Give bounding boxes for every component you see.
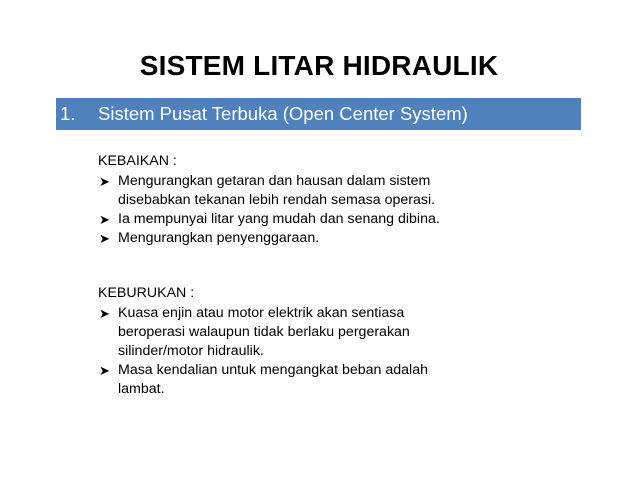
advantages-block	[98, 152, 458, 248]
disadvantages-heading: KEBURUKAN :	[98, 285, 195, 301]
slide-title: SISTEM LITAR HIDRAULIK	[139, 50, 499, 81]
disadvantages-block	[98, 284, 458, 399]
section-header-bar	[56, 98, 581, 130]
list-item-text: Mengurangkan getaran dan hausan dalam sistem disebabkan tekanan lebih rendah semasa operasi.	[118, 173, 436, 208]
arrow-bullet-icon: ➤	[99, 174, 110, 189]
arrow-bullet-icon: ➤	[99, 212, 110, 227]
section-number: 1.	[60, 103, 76, 124]
arrow-bullet-icon: ➤	[99, 363, 110, 378]
advantages-list	[98, 172, 458, 248]
list-item	[98, 229, 458, 248]
section-label: Sistem Pusat Terbuka (Open Center System)	[98, 103, 468, 124]
list-item-text: Mengurangkan penyenggaraan.	[118, 230, 320, 246]
list-item-text: Kuasa enjin atau motor elektrik akan sentiasa beroperasi walaupun tidak berlaku pergerakan silinder/motor hidraulik.	[118, 305, 410, 359]
advantages-heading: KEBAIKAN :	[98, 153, 177, 169]
list-item-text: Ia mempunyai litar yang mudah dan senang dibina.	[118, 211, 440, 227]
list-item	[98, 304, 458, 361]
arrow-bullet-icon: ➤	[99, 306, 110, 321]
list-item-text: Masa kendalian untuk mengangkat beban adalah lambat.	[118, 362, 428, 397]
arrow-bullet-icon: ➤	[99, 231, 110, 246]
list-item	[98, 172, 458, 210]
disadvantages-list	[98, 304, 458, 399]
list-item	[98, 361, 458, 399]
list-item	[98, 210, 458, 229]
